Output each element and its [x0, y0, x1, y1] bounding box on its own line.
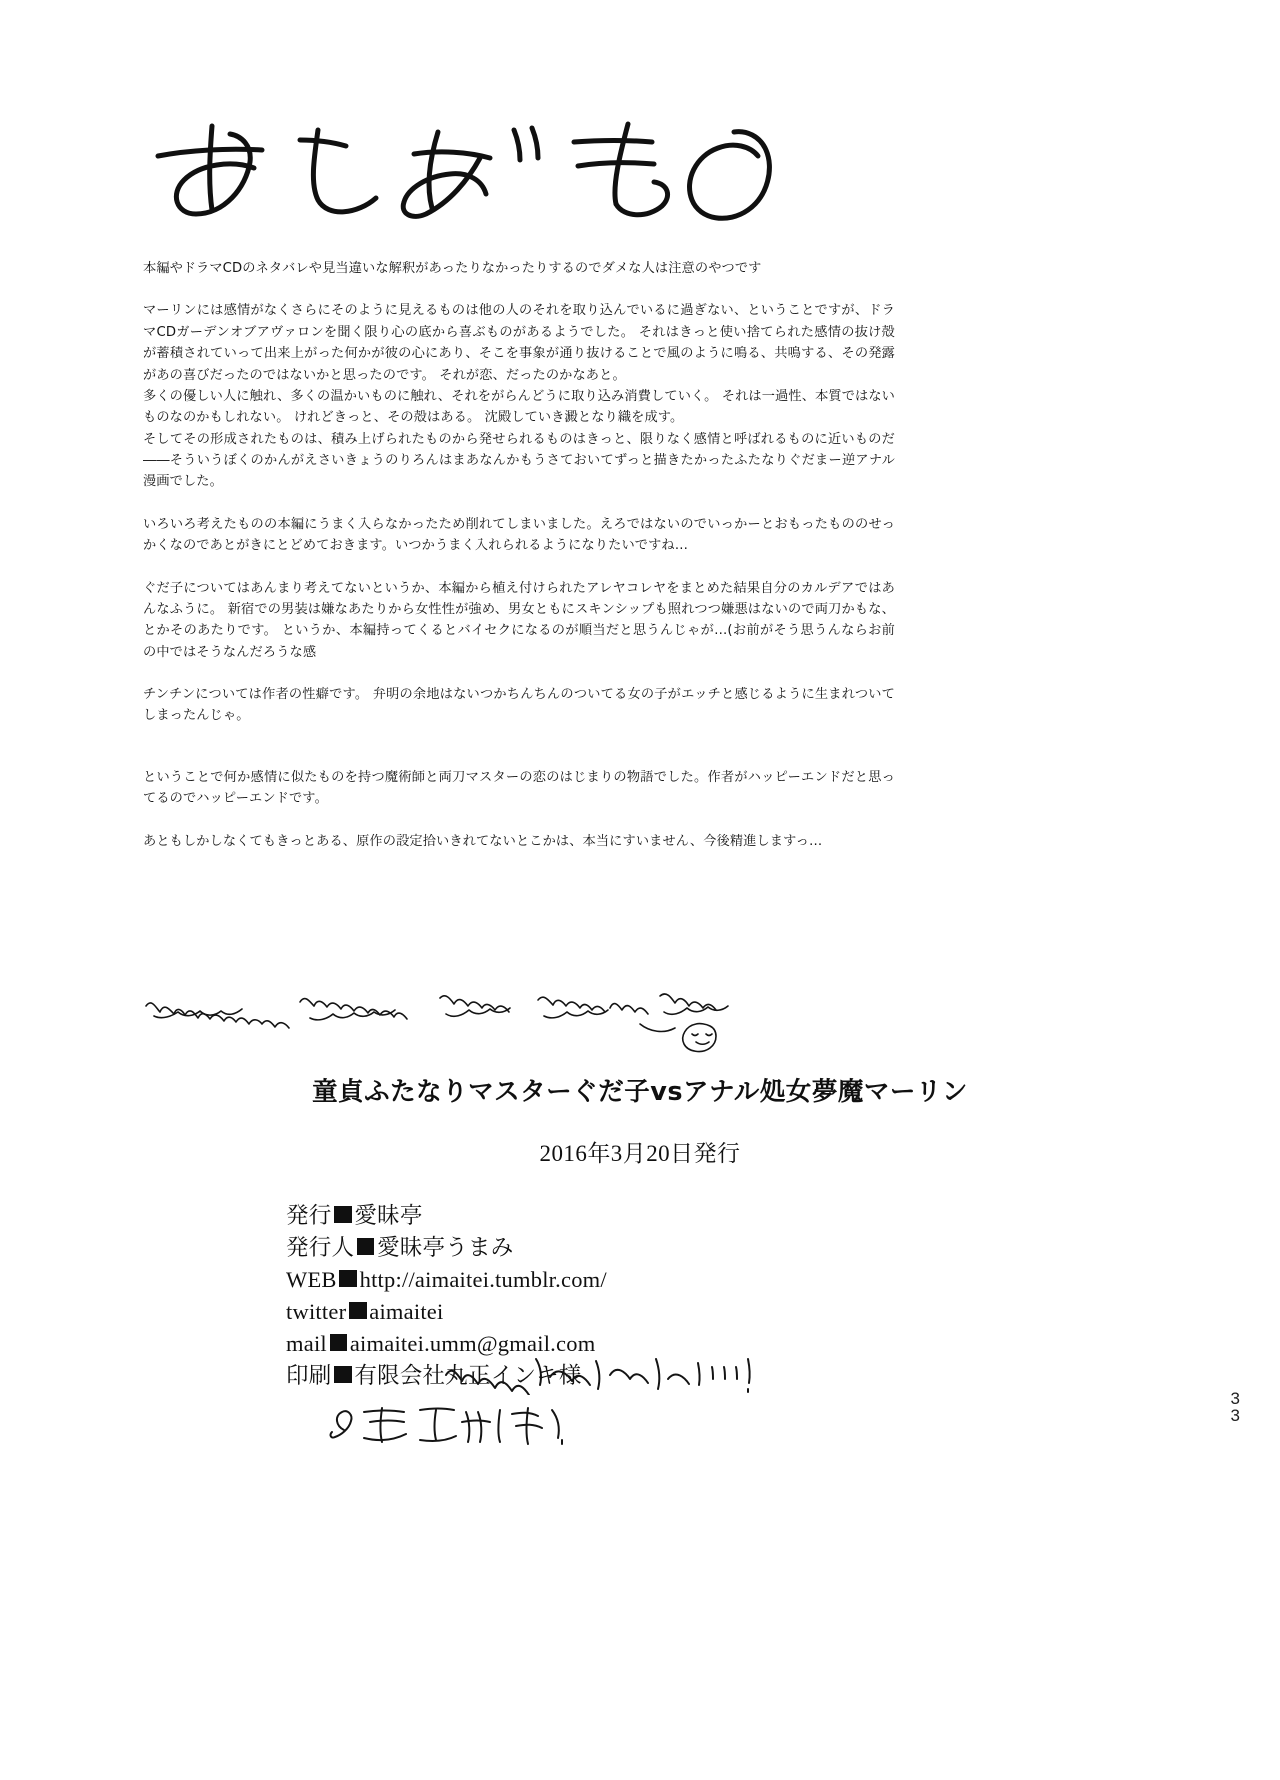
imprint-label: twitter — [286, 1298, 347, 1324]
afterword-paragraph: チンチンについては作者の性癖です。 弁明の余地はないつかちんちんのついてる女の子がエッチと感じるように生まれついてしまったんじゃ。 — [143, 687, 895, 724]
imprint-row-publisher-person — [286, 1232, 607, 1264]
afterword-paragraph: ぐだ子についてはあんまり考えてないというか、本編から植え付けられたアレヤコレヤをまとめた結果自分のカルデアではあんなふうに。 新宿での男装は嫌なあたりから女性性が強め、男女ともにスキンシップも照れつつ嫌悪はないので両刀かもな、とかそのあたりです。 というか、本編持ってくるとバイセクになるのが順当だと思うんじゃが…(お前がそう思うんならお前の中ではそうなんだろうな感 — [143, 580, 895, 660]
square-bullet-icon — [334, 1366, 352, 1384]
imprint-value: 有限会社丸正インキ様 — [354, 1362, 582, 1388]
afterword-paragraph: マーリンには感情がなくさらにそのように見えるものは他の人のそれを取り込んでいるに過ぎない、ということですが、ドラマCDガーデンオブアヴァロンを聞く限り心の底から喜ぶものがあるようでした。 それはきっと使い捨てられた感情の抜け殻が蓄積されていって出来上がった何かが彼の心にあり、そこを事象が通り抜けることで風のように鳴る、共鳴する、その発露があの喜びだったのではないかと思ったのです。 それが恋、だったのかなあと。 — [143, 303, 895, 383]
imprint-row-publisher — [286, 1200, 607, 1232]
colophon-date: 2016年3月20日発行 — [539, 1141, 741, 1166]
handwritten-heading — [150, 110, 790, 240]
square-bullet-icon — [334, 1206, 352, 1224]
square-bullet-icon — [330, 1334, 348, 1352]
square-bullet-icon — [339, 1270, 357, 1288]
afterword-paragraph: 本編やドラマCDのネタバレや見当違いな解釈があったりなかったりするのでダメな人は注意のやつです — [143, 261, 762, 276]
afterword-paragraph: そしてその形成されたものは、積み上げられたものから発せられるものはきっと、限りなく感情と呼ばれるものに近いものだ――そういうぼくのかんがえさいきょうのりろんはまあなんかもうさておいてずっと描きたかったふたなりぐだまー逆アナル漫画でした。 — [143, 431, 895, 490]
imprint-label: 発行 — [286, 1203, 332, 1228]
handwritten-heading-strokes — [150, 110, 790, 240]
imprint-value-web-url[interactable]: http://aimaitei.tumblr.com/ — [359, 1266, 607, 1292]
colophon-title: 童貞ふたなりマスターぐだ子vsアナル処女夢魔マーリン — [312, 1077, 968, 1107]
imprint-value-email[interactable]: aimaitei.umm@gmail.com — [349, 1330, 596, 1356]
handwritten-signature-row — [140, 980, 900, 1060]
afterword-paragraph: いろいろ考えたものの本編にうまく入らなかったため削れてしまいました。えろではないのでいっかーとおもったもののせっかくなのであとがきにとどめておきます。いつかうまく入れられるようになりたいですね… — [143, 516, 895, 554]
page-number — [1231, 1390, 1240, 1424]
imprint-label: WEB — [286, 1266, 337, 1292]
afterword-body — [143, 258, 895, 852]
handwritten-note-thanks-1 — [440, 1345, 760, 1395]
page-number-digit: 3 — [1230, 1389, 1240, 1408]
square-bullet-icon — [357, 1238, 375, 1256]
imprint-value-twitter-handle[interactable]: aimaitei — [369, 1298, 444, 1324]
imprint-label: 印刷 — [286, 1362, 332, 1388]
imprint-value: 愛昧亭うまみ — [377, 1234, 514, 1260]
afterword-paragraph: 多くの優しい人に触れ、多くの温かいものに触れ、それをがらんどうに取り込み消費していく。 それは一過性、本質ではないものなのかもしれない。 けれどきっと、その殻はある。 沈殿していき澱となり織を成す。 — [143, 388, 895, 426]
imprint-value: 愛昧亭 — [354, 1203, 423, 1228]
square-bullet-icon — [349, 1302, 367, 1320]
handwritten-note-2-strokes — [320, 1400, 580, 1448]
handwritten-signature-strokes — [140, 980, 900, 1060]
imprint-row-twitter — [286, 1296, 607, 1328]
handwritten-note-thanks-2 — [320, 1400, 580, 1448]
afterword-paragraph: ということで何か感情に似たものを持つ魔術師と両刀マスターの恋のはじまりの物語でした。作者がハッピーエンドだと思ってるのでハッピーエンドです。 — [143, 769, 895, 807]
page-number-digit: 3 — [1230, 1406, 1240, 1425]
handwritten-note-1-strokes — [440, 1345, 760, 1395]
imprint-label: mail — [286, 1330, 327, 1356]
imprint-label: 発行人 — [286, 1234, 355, 1260]
imprint-row-web — [286, 1264, 607, 1296]
afterword-paragraph: あともしかしなくてもきっとある、原作の設定拾いきれてないとこかは、本当にすいません、今後精進しますっ… — [143, 833, 823, 849]
